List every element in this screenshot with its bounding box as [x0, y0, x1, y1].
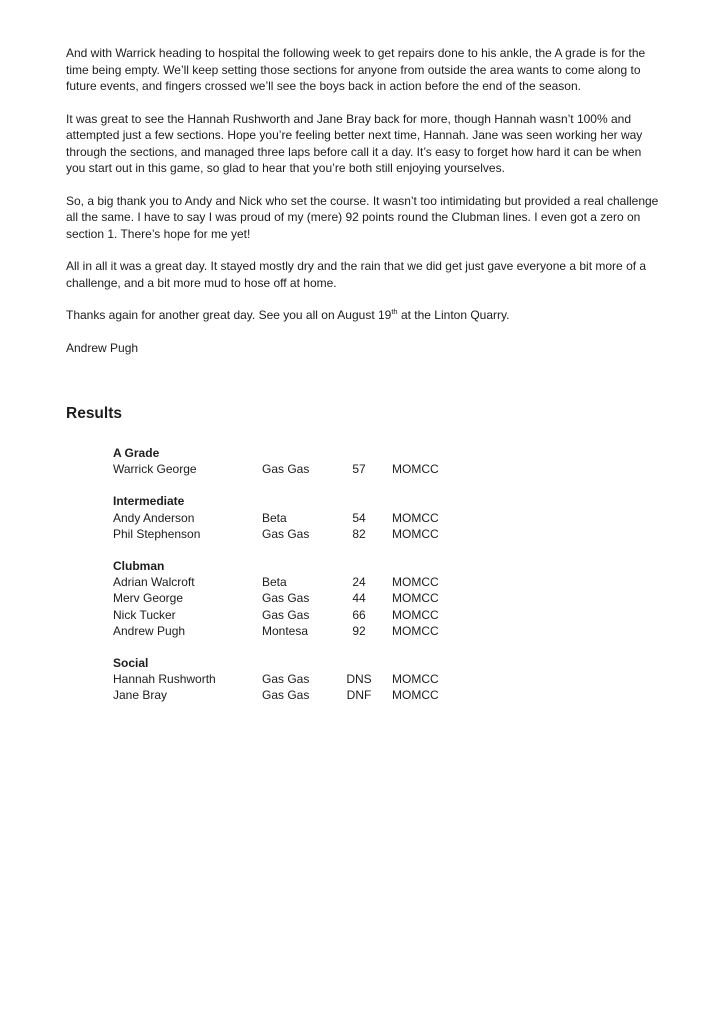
club-name: MOMCC	[392, 462, 439, 477]
result-row	[113, 687, 660, 703]
score-value: DNF	[346, 688, 372, 703]
results-group	[113, 655, 660, 704]
thanks-text-after: at the Linton Quarry.	[397, 308, 510, 322]
paragraph-thank-andy-nick: So, a big thank you to Andy and Nick who set the course. It wasn’t too intimidating but provided a real challenge all the same. I have to say I was proud of my (mere) 92 points round the Clubman lines. I even got a zero on section 1. There’s hope for me yet!	[66, 193, 659, 241]
result-row	[113, 461, 660, 477]
club-name: MOMCC	[392, 688, 439, 703]
ordinal-superscript: th	[391, 307, 398, 316]
club-name: MOMCC	[392, 575, 439, 590]
bike-brand: Gas Gas	[262, 607, 310, 622]
club-name: MOMCC	[392, 623, 439, 638]
grade-label: A Grade	[113, 446, 160, 460]
bike-brand: Gas Gas	[262, 526, 310, 541]
paragraph-great-day: All in all it was a great day. It stayed mostly dry and the rain that we did get just gave everyone a bit more of a challenge, and a bit more mud to hose off at home.	[66, 259, 647, 290]
score-value: 24	[352, 575, 366, 590]
score-value: 57	[352, 462, 366, 477]
rider-name: Andy Anderson	[113, 510, 195, 525]
club-name: MOMCC	[392, 510, 439, 525]
club-name: MOMCC	[392, 526, 439, 541]
bike-brand: Gas Gas	[262, 462, 310, 477]
bike-brand: Beta	[262, 510, 287, 525]
results-group	[113, 558, 660, 639]
grade-label: Social	[113, 656, 149, 671]
bike-brand: Gas Gas	[262, 591, 310, 606]
grade-label: Clubman	[113, 559, 165, 574]
signature: Andrew Pugh	[66, 340, 139, 355]
rider-name: Adrian Walcroft	[113, 575, 195, 590]
club-name: MOMCC	[392, 672, 439, 687]
result-row	[113, 526, 660, 542]
rider-name: Jane Bray	[113, 688, 168, 703]
results-heading: Results	[66, 405, 122, 422]
rider-name: Andrew Pugh	[113, 623, 186, 638]
rider-name: Nick Tucker	[113, 607, 176, 622]
result-row	[113, 590, 660, 606]
grade-label: Intermediate	[113, 494, 185, 509]
bike-brand: Montesa	[262, 623, 309, 638]
document-body	[66, 45, 660, 720]
result-row	[113, 671, 660, 687]
rider-name: Merv George	[113, 591, 184, 606]
score-value: 66	[352, 607, 366, 622]
thanks-text-before: Thanks again for another great day. See you all on August 19	[66, 308, 392, 322]
score-value: 54	[352, 510, 366, 525]
club-name: MOMCC	[392, 607, 439, 622]
rider-name: Phil Stephenson	[113, 526, 201, 541]
result-row	[113, 574, 660, 590]
results-group	[113, 493, 660, 542]
results-table	[113, 445, 660, 704]
results-group	[113, 445, 660, 477]
score-value: 92	[352, 623, 366, 638]
score-value: DNS	[346, 672, 372, 687]
score-value: 82	[352, 526, 366, 541]
bike-brand: Gas Gas	[262, 688, 310, 703]
result-row	[113, 510, 660, 526]
bike-brand: Gas Gas	[262, 672, 310, 687]
bike-brand: Beta	[262, 575, 287, 590]
result-row	[113, 607, 660, 623]
score-value: 44	[352, 591, 366, 606]
rider-name: Hannah Rushworth	[113, 672, 216, 687]
paragraph-warrick-hospital: And with Warrick heading to hospital the following week to get repairs done to his ankle, the A grade is for the time being empty. We’ll keep setting those sections for anyone from outside the area wants to come along to future events, and fingers crossed we’ll see the boys back in action before the end of the season.	[66, 46, 646, 93]
club-name: MOMCC	[392, 591, 439, 606]
result-row	[113, 623, 660, 639]
thanks-line	[66, 307, 660, 324]
rider-name: Warrick George	[113, 462, 197, 477]
paragraph-hannah-jane: It was great to see the Hannah Rushworth and Jane Bray back for more, though Hannah wasn’t 100% and attempted just a few sections. Hope you’re feeling better next time, Hannah. Jane was seen working her way through the sections, and managed three laps before call it a day. It’s easy to forget how hard it can be when you start out in this game, so glad to hear that you’re both still enjoying yourselves.	[66, 111, 643, 175]
